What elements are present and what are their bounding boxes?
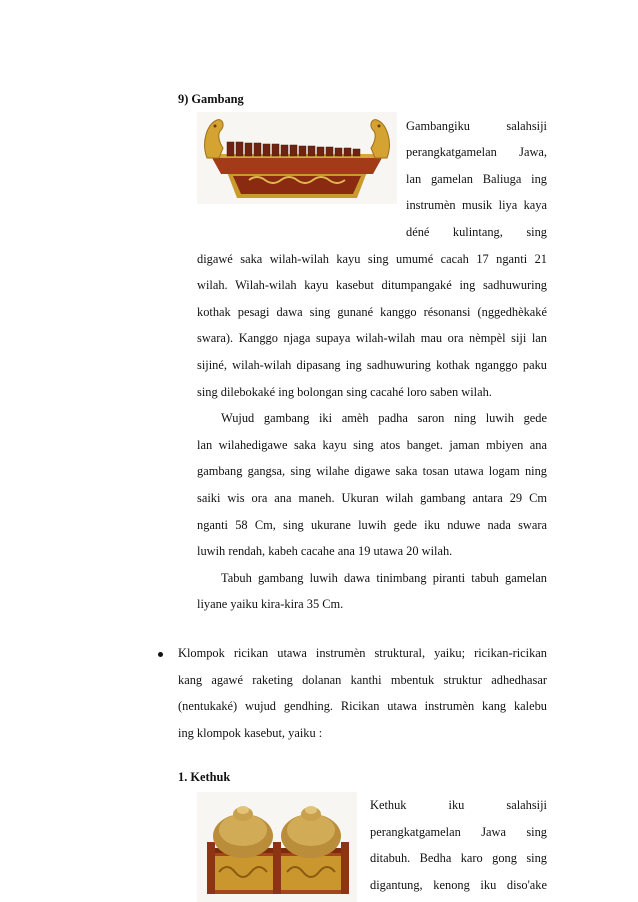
gambang-line-14: gambang gangsa, sing wilahe digawe saka tosan utawa logam ning bbox=[197, 464, 547, 478]
gambang-line-10: sijiné, wilah-wilah dipasang ing sadhuwuring kothak nganggo paku bbox=[197, 358, 547, 372]
gambang-line-9: swara). Kanggo njaga supaya wilah-wilah mau ora nèmpèl siji lan bbox=[197, 331, 547, 345]
gambang-line-19: liyane yaiku kira-kira 35 Cm. bbox=[197, 597, 344, 611]
kethuk-line-4: digantung, kenong iku diso'ake bbox=[370, 878, 547, 892]
gambang-line-17: luwih rendah, kabeh cacahe ana 19 utawa 20 wilah. bbox=[197, 544, 453, 558]
bullet-marker bbox=[158, 652, 163, 657]
klompok-line-4: ing klompok kasebut, yaiku : bbox=[178, 726, 323, 740]
gambang-line-8: kothak pesagi dawa sing gunané kanggo résonansi (nggedhèkaké bbox=[197, 305, 547, 319]
gambang-line-4: instrumèn musik liya kaya bbox=[406, 198, 547, 212]
klompok-line-3: (nentukaké) wujud gendhing. Ricikan utawa instrumèn kang kalebu bbox=[178, 699, 547, 713]
gambang-line-12: Wujud gambang iki amèh padha saron ning luwih gede bbox=[221, 411, 547, 425]
gambang-line-3: lan gamelan Baliuga ing bbox=[406, 172, 547, 186]
klompok-line-2: kang agawé raketing dolanan kanthi mbentuk struktur adhedhasar bbox=[178, 673, 547, 687]
kethuk-line-2: perangkatgamelan Jawa sing bbox=[370, 825, 547, 839]
gambang-line-16: nganti 58 Cm, sing ukurane luwih gede iku nduwe nada swara bbox=[197, 518, 547, 532]
gambang-line-11: sing dilebokaké ing bolongan sing cacahé loro saben wilah. bbox=[197, 385, 492, 399]
gambang-line-2: perangkatgamelan Jawa, bbox=[406, 145, 547, 159]
gambang-line-1: Gambangiku salahsiji bbox=[406, 119, 547, 133]
gambang-line-6: digawé saka wilah-wilah kayu sing umumé cacah 17 nganti 21 bbox=[197, 252, 547, 266]
kethuk-image bbox=[197, 792, 357, 902]
gambang-heading: 9) Gambang bbox=[178, 92, 244, 106]
gambang-line-18: Tabuh gambang luwih dawa tinimbang piranti tabuh gamelan bbox=[221, 571, 547, 585]
kethuk-heading: 1. Kethuk bbox=[178, 770, 231, 784]
gambang-line-7: wilah. Wilah-wilah kayu kasebut ditumpangaké ing sadhuwuring bbox=[197, 278, 547, 292]
gambang-line-5: déné kulintang, sing bbox=[406, 225, 547, 239]
gambang-image bbox=[197, 112, 397, 204]
kethuk-line-1: Kethuk iku salahsiji bbox=[370, 798, 547, 812]
kethuk-line-3: ditabuh. Bedha karo gong sing bbox=[370, 851, 547, 865]
gambang-line-13: lan wilahedigawe saka kayu sing atos banget. jaman mbiyen ana bbox=[197, 438, 547, 452]
gambang-line-15: saiki wis ora ana maneh. Ukuran wilah gambang antara 29 Cm bbox=[197, 491, 547, 505]
klompok-line-1: Klompok ricikan utawa instrumèn struktural, yaiku; ricikan-ricikan bbox=[178, 646, 547, 660]
